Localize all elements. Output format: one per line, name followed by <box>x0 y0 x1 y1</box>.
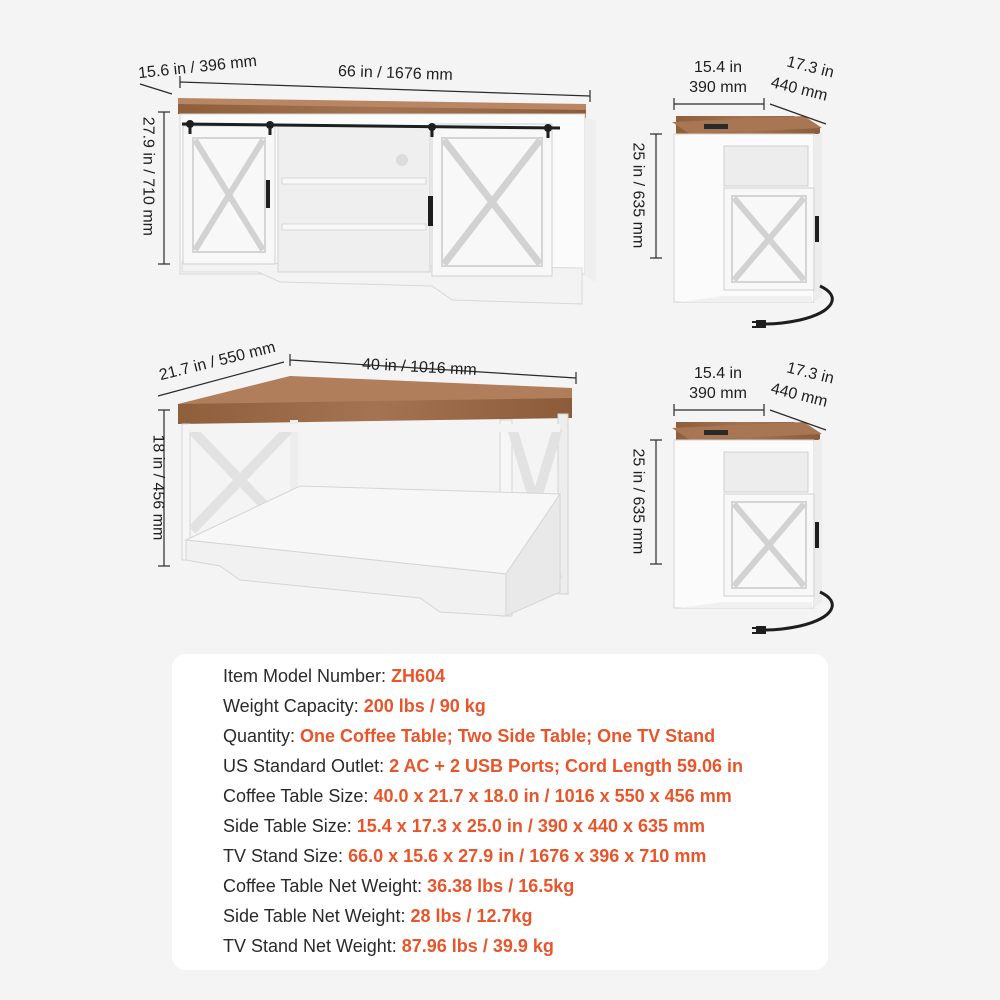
side-table-top-depth-in-label: 17.3 in <box>784 53 836 82</box>
spec-value: 28 lbs / 12.7kg <box>410 906 533 926</box>
coffee-table-illustration <box>178 376 572 616</box>
side-table-top-width-mm-label: 390 mm <box>689 79 747 96</box>
specifications-panel <box>172 654 828 970</box>
spec-label: TV Stand Net Weight: <box>223 936 402 956</box>
spec-row-weight-capacity <box>223 696 486 717</box>
tv-stand-width-label: 66 in / 1676 mm <box>337 63 454 84</box>
spec-label: Weight Capacity: <box>223 696 364 716</box>
spec-value: ZH604 <box>391 666 446 686</box>
spec-value: 15.4 x 17.3 x 25.0 in / 390 x 440 x 635 mm <box>356 816 706 836</box>
spec-row-outlet <box>223 756 743 777</box>
coffee-table-depth-label: 21.7 in / 550 mm <box>157 338 278 385</box>
coffee-table-height-label: 18 in / 456 mm <box>149 434 167 541</box>
tv-stand-height-label: 27.9 in / 710 mm <box>139 116 157 236</box>
spec-row-coffee-table-size <box>223 786 732 807</box>
spec-row-side-table-weight <box>223 906 533 927</box>
coffee-table-width-label: 40 in / 1016 mm <box>361 356 478 379</box>
side-table-top-illustration <box>672 116 832 328</box>
spec-row-model-number <box>223 666 445 687</box>
spec-label: Side Table Size: <box>223 816 357 836</box>
side-table-bottom-illustration <box>672 422 832 634</box>
side-table-bottom-width-mm-label: 390 mm <box>689 385 747 402</box>
spec-row-tv-stand-weight <box>223 936 554 957</box>
spec-value: 2 AC + 2 USB Ports; Cord Length 59.06 in <box>389 756 743 776</box>
side-table-bottom-width-in-label: 15.4 in <box>693 365 743 382</box>
spec-row-coffee-table-weight <box>223 876 574 897</box>
spec-value: 200 lbs / 90 kg <box>363 696 486 716</box>
spec-row-quantity <box>223 726 715 747</box>
tv-stand-illustration <box>178 98 596 304</box>
side-table-bottom-height-label: 25 in / 635 mm <box>629 448 647 555</box>
side-table-top-depth-mm-label: 440 mm <box>769 74 830 105</box>
spec-value: 36.38 lbs / 16.5kg <box>427 876 575 896</box>
side-table-bottom-depth-in-label: 17.3 in <box>784 359 836 388</box>
tv-stand-depth-label: 15.6 in / 396 mm <box>137 52 258 83</box>
spec-value: 40.0 x 21.7 x 18.0 in / 1016 x 550 x 456 mm <box>373 786 732 806</box>
spec-label: Item Model Number: <box>223 666 392 686</box>
spec-label: Side Table Net Weight: <box>223 906 411 926</box>
spec-value: 87.96 lbs / 39.9 kg <box>401 936 554 956</box>
side-table-top-width-in-label: 15.4 in <box>693 59 743 76</box>
spec-row-tv-stand-size <box>223 846 706 867</box>
side-table-top-height-label: 25 in / 635 mm <box>629 142 647 249</box>
spec-row-side-table-size <box>223 816 705 837</box>
spec-label: Coffee Table Net Weight: <box>223 876 428 896</box>
spec-label: Quantity: <box>223 726 301 746</box>
spec-value: One Coffee Table; Two Side Table; One TV Stand <box>300 726 716 746</box>
spec-label: US Standard Outlet: <box>223 756 390 776</box>
spec-label: Coffee Table Size: <box>223 786 374 806</box>
spec-label: TV Stand Size: <box>223 846 349 866</box>
side-table-bottom-depth-mm-label: 440 mm <box>769 380 830 411</box>
spec-value: 66.0 x 15.6 x 27.9 in / 1676 x 396 x 710 mm <box>348 846 707 866</box>
